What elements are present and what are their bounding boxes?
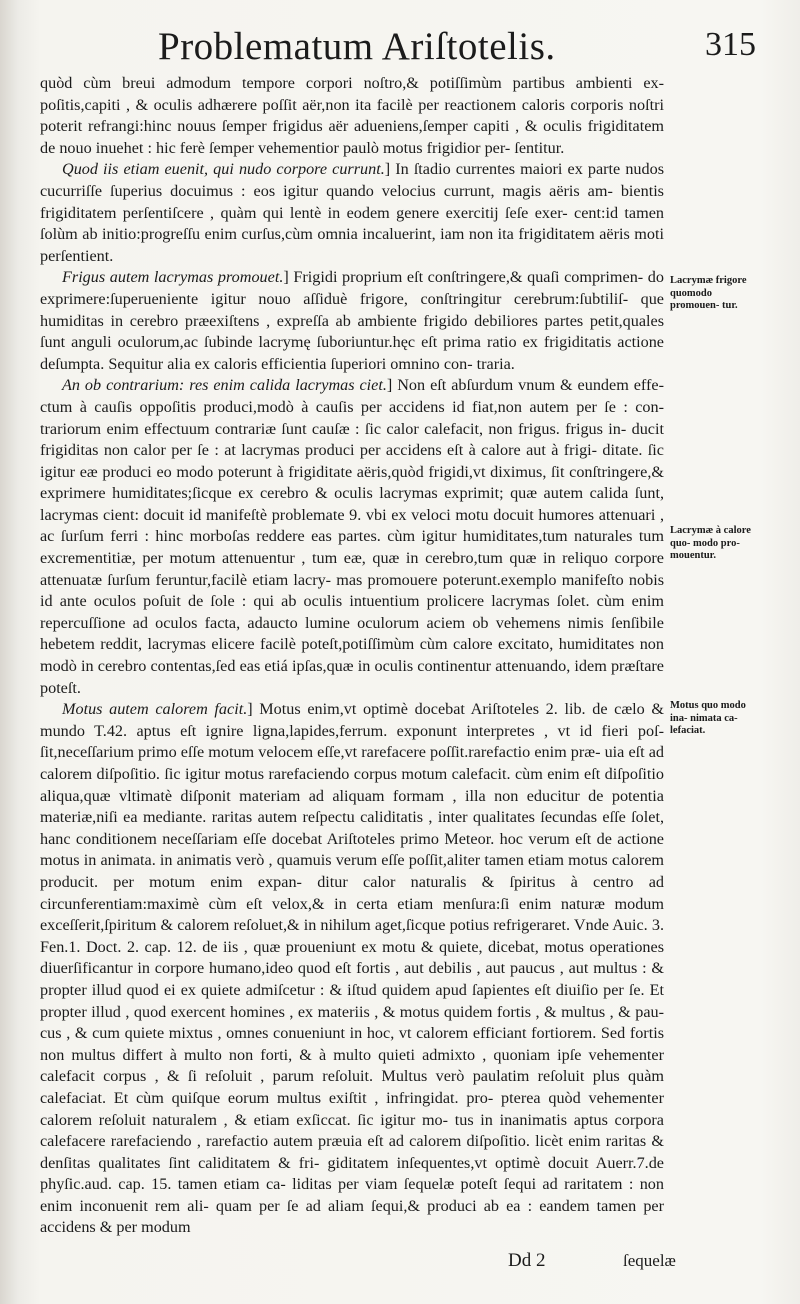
signature-mark: Dd 2 <box>508 1250 546 1271</box>
page-header <box>0 22 800 72</box>
margin-note-lacrymae-frigore: Lacrymæ frigore quomodo promouen- tur. <box>670 275 747 311</box>
paragraph-text: quòd cùm breui admodum tempore corpori noſtro,& potiſſimùm partibus ambienti ex- poſitis,capiti , & oculis adhærere poſſit aër,non ita facilè per reactionem caloris corporis noſtri poterit refrangi:hinc nouus ſemper frigidus aër adueniens,ſemper capiti , & oculis frigiditatem de nouo inuehet : hic ferè ſemper vehementior paulò motus frigidior per- ſentitur. <box>40 74 664 157</box>
paragraph-lemma: Motus autem calorem facit. <box>62 700 248 719</box>
margin-note-lacrymae-calore: Lacrymæ à calore quo- modo pro- mouentur. <box>670 525 751 561</box>
paragraph-1 <box>40 73 664 159</box>
page-footer <box>0 1250 800 1280</box>
paragraph-lemma: Quod iis etiam euenit, qui nudo corpore currunt. <box>62 160 385 179</box>
margin-note-motus-inanimata: Motus quo modo ina- nimata ca- lefaciat. <box>670 700 746 736</box>
paragraph-text: ] Motus enim,vt optimè docebat Ariſtoteles 2. lib. de cælo & mundo T.42. aptus eſt ignire ligna,lapides,ferrum. exponunt interpretes , vt id fieri poſ- ſit,neceſſarium primo eſſe motum velocem eſſe,vt rarefacere poſſit.rarefactio enim præ- uia eſt ad calorem diſpoſitio. ſic igitur motus rarefaciendo corpus motum calefacit. cùm enim eſt diſpoſitio aliqua,quæ vltimatè diſponit materiam ad aliquam formam , illa non educitur de potentia materiæ,niſi ea mediante. raritas autem reſpectu caliditatis , inter qualitates ſecundas eſſe ſolet, hanc conditionem neceſſariam eſſe docebat Ariſtoteles primo Meteor. hoc verum eſt de actione motus in animata. in animatis verò , quamuis verum eſſe poſſit,aliter tamen etiam motus calorem producit. per motum enim expan- ditur calor naturalis & ſpiritus à centro ad circunferentiam:maximè cùm eſt velox,& in certa etiam menſura:ſi enim naturæ modum exceſſerit,ſpiritum & calorem reſoluet,& in nihilum aget,ſicque potius refrigeraret. Vnde Auic. 3. Fen.1. Doct. 2. cap. 12. de iis , quæ proueniunt ex motu & quiete, dicebat, motus operationes diuerſificantur in corpore humano,ideo quod eſt fortis , aut debilis , aut paucus , aut multus : & propter illud quod ei ex quiete admiſcetur : & iſtud quidem apud ſapientes eſt diuiſio per ſe. Et propter illud , quod exercent homines , ex materiis , & motus quidem fortis , & multus , & pau- cus , & cum quiete mixtus , omnes conueniunt in hoc, vt calorem efficiant fortiorem. Sed fortis non multus differt à multo non forti, & à multo quieti admixto , quoniam ipſe vehementer calefacit corpus , & ſi reſoluit , parum reſoluit. Multus verò paulatim reſoluit plus quàm calefaciat. Et cùm quiſque eorum multus exiſtit , infringidat. pro- pterea quòd vehementer calorem reſoluit naturalem , & etiam exſiccat. ſic igitur mo- tus in inanimatis aptus corpora calefacere rarefaciendo , rarefactio autem præuia eſt ad calorem diſpoſitio. licèt enim raritas & denſitas qualitates ſint caliditatem & fri- giditatem inſequentes,vt optimè docuit Auerr.7.de phyſic.aud. cap. 15. tamen etiam ca- liditas per viam ſequelæ poteſt ſequi ad raritatem : non enim inconuenit rem ali- quam per ſe ad aliam ſequi,& produci ab ea : eandem tamen per accidens & per modum <box>40 700 664 1237</box>
main-text <box>40 73 664 1239</box>
paragraph-4 <box>40 375 664 699</box>
paragraph-lemma: Frigus autem lacrymas promouet. <box>62 268 284 287</box>
paragraph-text: ] In ſtadio currentes maiori ex parte nudos cucurriſſe ſuperius docuimus : eos igitur quando velocius currunt, magis aëris am- bientis frigiditatem perſentiſcere , quàm qui lentè in eodem genere exercitij ſeſe exer- cent:id tamen ſolùm ab initio:progreſſu enim curſus,cùm omnia incaluerint, iam non ita frigiditatem aëris moti perſentient. <box>40 160 664 265</box>
paragraph-lemma: An ob contrarium: res enim calida lacrymas ciet. <box>62 376 387 395</box>
page-number: 315 <box>705 26 756 63</box>
paragraph-text: ] Non eſt abſurdum vnum & eundem effe- ctum à cauſis oppoſitis produci,modò à cauſis per accidens id fiat,non autem per ſe : con- trariorum enim effectuum contrariæ ſunt cauſæ : ſic calor calefacit, non frigus. frigus in- ducit frigiditas non calor per ſe : at lacrymas produci per accidens eſt à calore aut à frigi- ditate. ſic igitur eæ produci eo modo poterunt à frigiditate aëris,quòd frigidi,vt diximus, ſit conſtringere,& exprimere humiditates;ſicque ex cerebro & oculis lacrymas exprimit; quæ autem calida ſunt, lacrymas cient: docuit id manifeſtè problemate 9. vbi ex veloci motu docuit humores attenuari , ac ſurſum ferri : hinc morboſas reddere eas partes. cùm igitur humiditates,tum naturales tum excrementitiæ, per motum attenuentur , tum eæ, quæ in cerebro,tum quæ in reliquo corpore attenuatæ ſurſum feruntur,facilè etiam lacry- mas promouere poterunt.exemplo manifeſto nobis id ante oculos poſuit de ſole : qui ab oculis intuentium prolicere lacrymas ſolet. cùm enim repercuſſione ad oculos facta, adaucto lumine oculorum aciem ob vehemens nimis ſenſibile hebetem reddit, lacrymas elicere facilè poteſt,potiſſimùm cùm calore excitato, humiditates non modò in cerebro contentas,ſed eas etiá ipſas,quæ in oculis continentur attenuando, idem præſtare poteſt. <box>40 376 664 697</box>
catchword: ſequelæ <box>623 1251 676 1270</box>
running-title: Problematum Ariſtotelis. <box>158 25 556 68</box>
paragraph-3 <box>40 267 664 375</box>
paragraph-text: ] Frigidi proprium eſt conſtringere,& quaſi comprimen- do exprimere:ſuperueniente igitur nouo aſſiduè frigore, conſtringitur cerebrum:ſubtiliſ- que humiditas in cerebro præexiſtens , expreſſa ab ambiente frigido debiliores partes petit,quales ſunt anguli oculorum,ac ſubinde lacrymę ſuboriuntur.hęc eſt prima ratio ex frigiditatis actione deſumpta. Sequitur alia ex caloris efficientia ſuperiori omnino con- traria. <box>40 268 664 373</box>
paragraph-5 <box>40 699 664 1239</box>
paragraph-2 <box>40 159 664 267</box>
